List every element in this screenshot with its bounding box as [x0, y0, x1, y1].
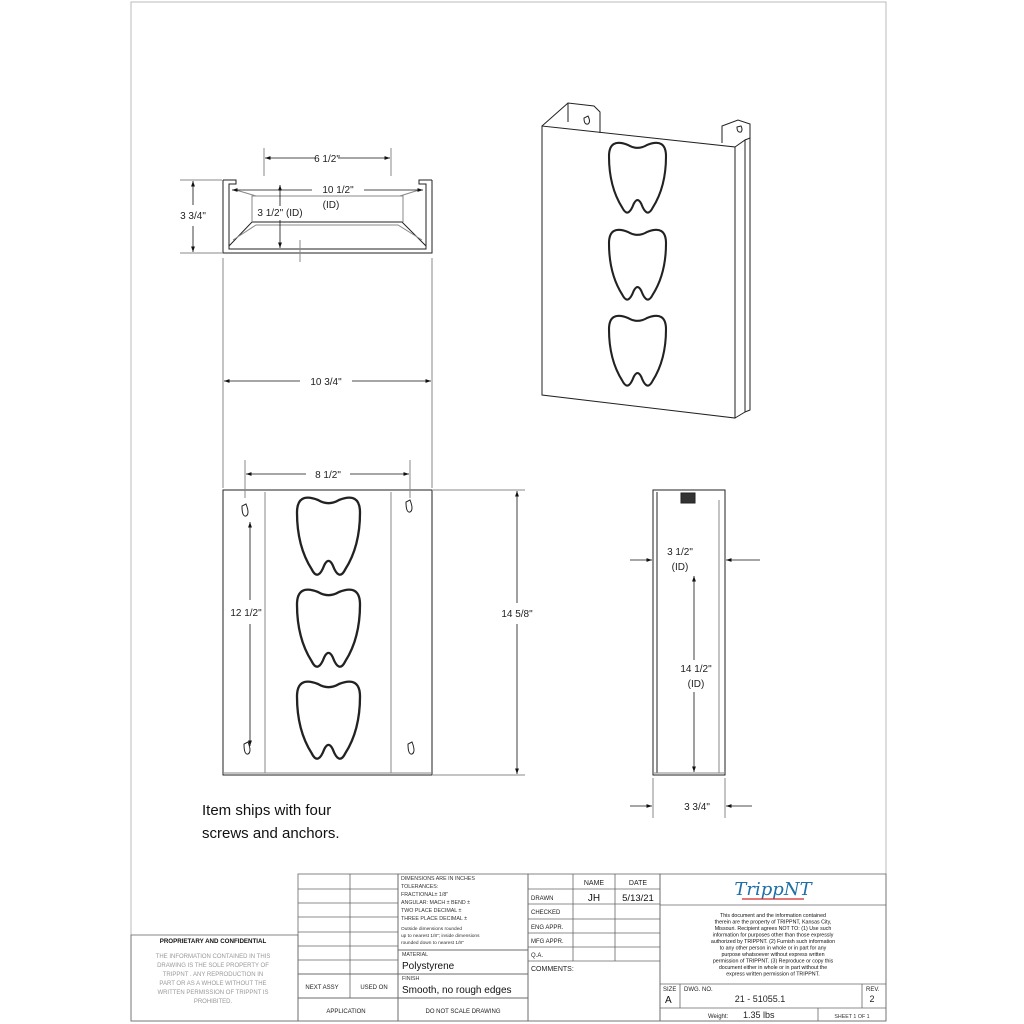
tolerance-line: THREE PLACE DECIMAL ± — [401, 916, 467, 922]
comments-label: COMMENTS: — [531, 966, 574, 973]
material-value: Polystyrene — [402, 961, 455, 972]
mfg-appr-label: MFG APPR. — [531, 939, 564, 945]
qa-label: Q.A. — [531, 953, 544, 959]
notice-line: This document and the information contained — [719, 913, 827, 919]
dim-14-1-2-id: (ID) — [687, 679, 705, 690]
dim-side-3-1-2-id: (ID) — [671, 562, 689, 573]
weight-value: 1.35 lbs — [743, 1010, 775, 1020]
application-label: APPLICATION — [326, 1009, 366, 1015]
material-label: MATERIAL — [402, 952, 429, 958]
sheet-number: SHEET 1 OF 1 — [834, 1014, 870, 1020]
size-label: SIZE — [663, 987, 677, 993]
name-header: NAME — [583, 880, 605, 887]
proprietary-line: THE INFORMATION CONTAINED IN THIS — [155, 954, 271, 960]
tolerance-note: Outside dimensions rounded — [401, 927, 463, 932]
proprietary-line: DRAWING IS THE SOLE PROPERTY OF — [157, 963, 269, 969]
drawn-label: DRAWN — [531, 896, 554, 902]
proprietary-line: PROHIBITED. — [193, 999, 233, 1005]
notice-line: express written permission of TRIPPNT. — [726, 971, 820, 978]
finish-label: FINISH — [402, 976, 420, 982]
proprietary-line: PART OR AS A WHOLE WITHOUT THE — [159, 981, 267, 987]
notice-line: document either in whole or in part without the — [718, 965, 828, 971]
checked-label: CHECKED — [531, 910, 561, 916]
dim-14-5-8: 14 5/8" — [501, 609, 533, 620]
dim-10-1-2: 10 1/2" — [322, 185, 354, 196]
notice-line: therein are the property of TRIPPNT, Kansas City, — [714, 919, 832, 926]
isometric-view — [542, 103, 750, 418]
notice-line: permission of TRIPPNT. (3) Reproduce or copy this — [712, 958, 834, 965]
used-on-label: USED ON — [360, 985, 388, 991]
dim-10-3-4: 10 3/4" — [310, 377, 342, 388]
side-view — [653, 490, 725, 818]
do-not-scale: DO NOT SCALE DRAWING — [425, 1009, 501, 1015]
proprietary-title: PROPRIETARY AND CONFIDENTIAL — [159, 938, 267, 945]
next-assy-label: NEXT ASSY — [305, 985, 339, 991]
dim-8-1-2: 8 1/2" — [315, 470, 341, 481]
tolerance-line: DIMENSIONS ARE IN INCHES — [401, 876, 475, 882]
dim-3-3-4: 3 3/4" — [180, 211, 206, 222]
tolerance-note: rounded down to nearest 1/8" — [401, 941, 464, 946]
shipping-note-line-1: Item ships with four — [202, 802, 332, 819]
eng-appr-label: ENG APPR. — [531, 925, 564, 931]
tolerance-line: FRACTIONAL± 1/8" — [401, 892, 449, 898]
trippnt-logo: TrippNT — [734, 879, 812, 900]
notice-line: to any other person in whole or in part for any — [719, 945, 827, 952]
tolerance-line: TWO PLACE DECIMAL ± — [401, 908, 462, 914]
dim-12-1-2: 12 1/2" — [230, 608, 262, 619]
sheet-border — [131, 2, 886, 1021]
dim-3-1-2-id: 3 1/2" (ID) — [257, 208, 303, 219]
notice-line: information for purposes other than those expressly — [712, 932, 834, 939]
drawn-date: 5/13/21 — [622, 893, 654, 904]
tolerance-line: ANGULAR: MACH ± BEND ± — [401, 900, 471, 906]
tolerance-line: TOLERANCES: — [401, 884, 439, 890]
drawn-name: JH — [587, 893, 601, 904]
tolerance-note: up to nearest 1/8"; inside dimensions — [401, 934, 480, 939]
notice-line: purpose whatsoever without express written — [721, 952, 825, 958]
dim-side-3-1-2: 3 1/2" — [667, 547, 693, 558]
notice-line: Missouri. Recipient agrees NOT TO: (1) Use such — [714, 926, 832, 932]
dim-14-1-2: 14 1/2" — [680, 664, 712, 675]
dim-10-1-2-id: (ID) — [322, 200, 340, 211]
dim-side-3-3-4: 3 3/4" — [684, 802, 710, 813]
proprietary-line: TRIPPNT . ANY REPRODUCTION IN — [162, 972, 264, 978]
proprietary-line: WRITTEN PERMISSION OF TRIPPNT IS — [157, 990, 269, 996]
rev-value: 2 — [869, 994, 875, 1004]
dwg-no-label: DWG. NO. — [684, 987, 713, 993]
front-view — [223, 460, 525, 775]
rev-label: REV. — [866, 987, 880, 993]
top-view — [180, 148, 432, 262]
dim-6-1-2: 6 1/2" — [314, 154, 340, 165]
dwg-no-value: 21 - 51055.1 — [734, 994, 786, 1004]
date-header: DATE — [628, 880, 648, 887]
finish-value: Smooth, no rough edges — [402, 985, 512, 996]
weight-label: Weight: — [708, 1014, 729, 1020]
size-value: A — [665, 995, 672, 1006]
notice-line: authorized by TRIPPNT. (2) Furnish such information — [710, 939, 836, 945]
shipping-note-line-2: screws and anchors. — [202, 825, 340, 842]
